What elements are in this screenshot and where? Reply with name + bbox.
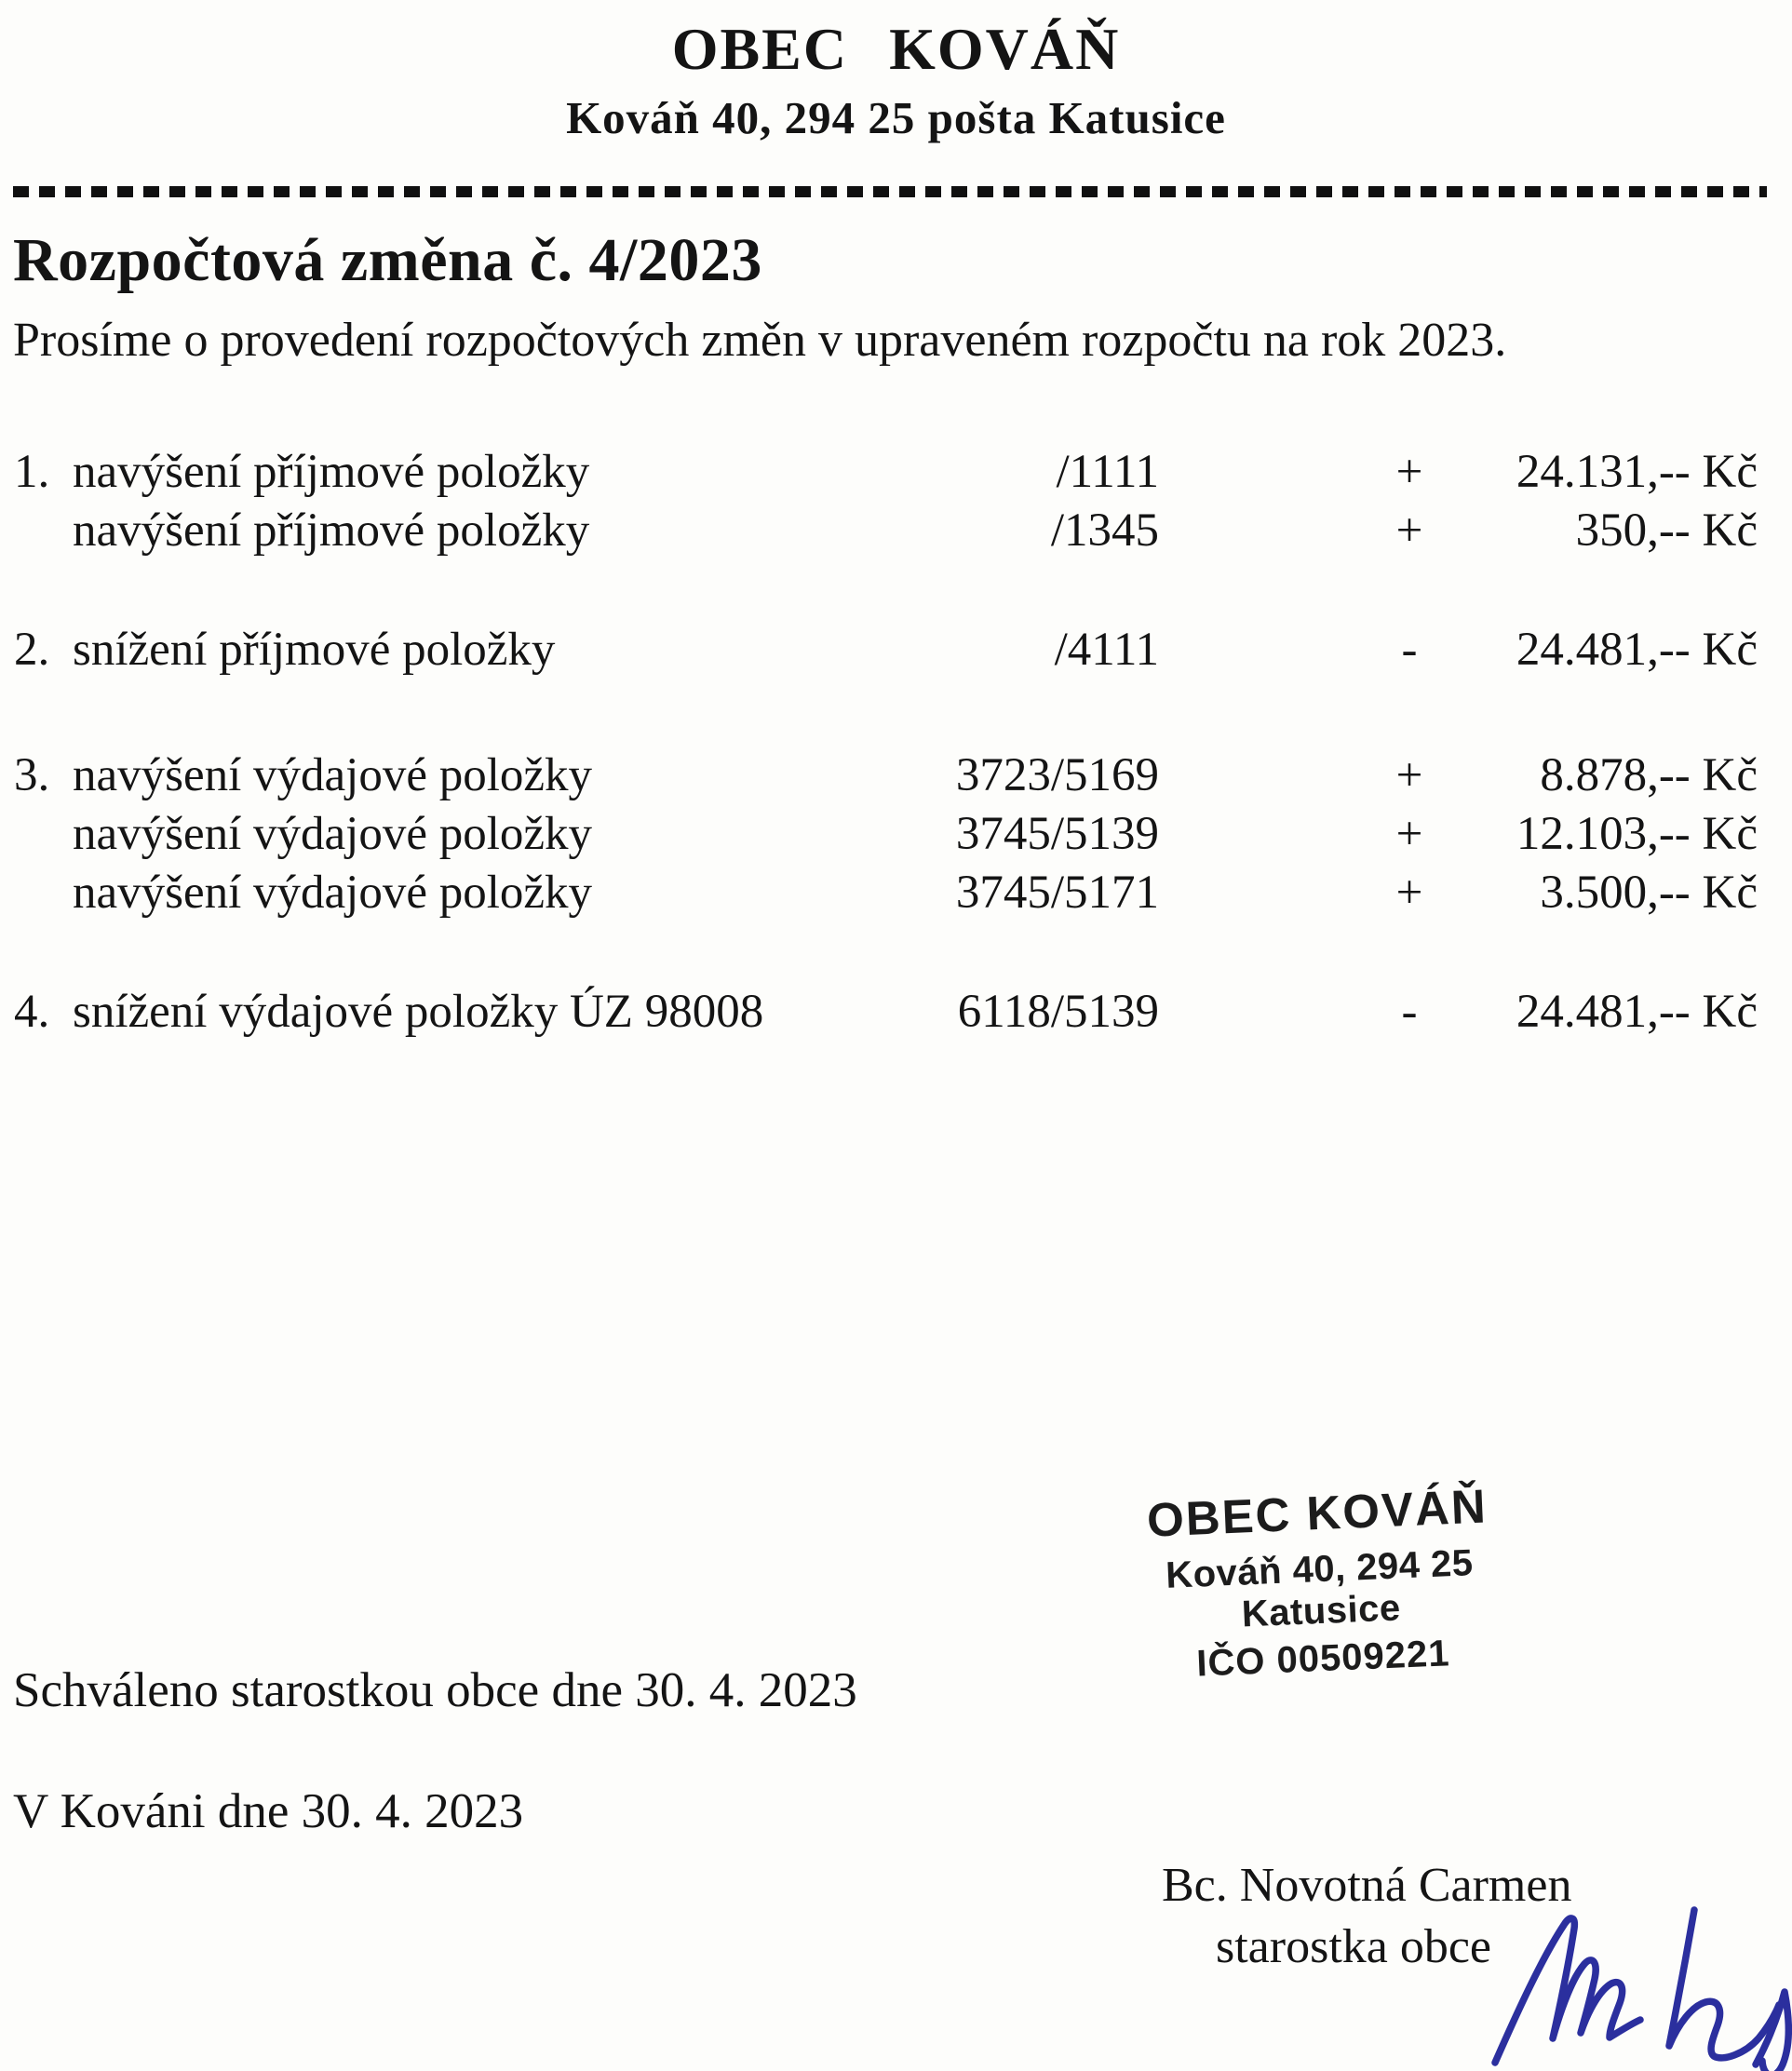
budget-item-row	[0, 445, 1792, 503]
item-label: navýšení výdajové položky	[73, 808, 593, 860]
item-amount: 350,-- Kč	[1575, 504, 1758, 557]
stamp-address: Kováň 40, 294 25 Katusice	[1165, 1542, 1475, 1635]
item-amount: 12.103,-- Kč	[1516, 808, 1758, 860]
item-amount: 3.500,-- Kč	[1540, 867, 1758, 919]
item-number: 2.	[14, 624, 50, 676]
stamp-ico-number: IČO 00509221	[1195, 1633, 1451, 1685]
budget-item-row	[0, 807, 1792, 865]
budget-item-row	[0, 985, 1792, 1042]
budget-item-row	[0, 623, 1792, 680]
org-address-line: Kováň 40, 294 25 pošta Katusice	[566, 92, 1226, 143]
approval-statement: Schváleno starostkou obce dne 30. 4. 2023	[13, 1663, 857, 1717]
item-code: /1345	[1050, 504, 1159, 557]
item-label: snížení příjmové položky	[73, 624, 556, 676]
item-amount: 24.481,-- Kč	[1516, 986, 1758, 1038]
item-code: /4111	[1054, 624, 1159, 676]
budget-item-row	[0, 866, 1792, 923]
dashed-divider	[13, 186, 1767, 197]
budget-item-row	[0, 748, 1792, 806]
budget-item-row	[0, 504, 1792, 561]
item-code: 3745/5171	[955, 867, 1159, 919]
item-sign: -	[1401, 624, 1418, 676]
document-title: Rozpočtová změna č. 4/2023	[13, 226, 762, 294]
item-amount: 24.481,-- Kč	[1516, 624, 1758, 676]
stamp-org-name: OBEC KOVÁŇ	[1145, 1479, 1489, 1547]
item-sign: -	[1401, 986, 1418, 1038]
signer-name: Bc. Novotná Carmen	[1162, 1859, 1572, 1912]
item-label: navýšení příjmové položky	[73, 504, 590, 557]
document-intro-text: Prosíme o provedení rozpočtových změn v upraveném rozpočtu na rok 2023.	[13, 314, 1507, 367]
item-code: /1111	[1056, 446, 1159, 498]
item-code: 3723/5169	[955, 749, 1159, 801]
item-sign: +	[1395, 749, 1423, 801]
item-label: snížení výdajové položky ÚZ 98008	[73, 986, 764, 1038]
org-name-heading: OBEC KOVÁŇ	[671, 16, 1121, 82]
item-code: 6118/5139	[957, 986, 1159, 1038]
item-sign: +	[1395, 867, 1423, 919]
item-label: navýšení výdajové položky	[73, 867, 593, 919]
item-amount: 24.131,-- Kč	[1516, 446, 1758, 498]
official-stamp	[1093, 1476, 1547, 1689]
signature-icon	[1478, 1904, 1792, 2071]
item-number: 1.	[14, 446, 50, 498]
item-code: 3745/5139	[955, 808, 1159, 860]
item-sign: +	[1395, 504, 1423, 557]
item-amount: 8.878,-- Kč	[1540, 749, 1758, 801]
item-number: 4.	[14, 986, 50, 1038]
signer-role: starostka obce	[1216, 1920, 1492, 1973]
item-sign: +	[1395, 446, 1423, 498]
place-and-date-line: V Kováni dne 30. 4. 2023	[13, 1784, 524, 1838]
item-label: navýšení příjmové položky	[73, 446, 590, 498]
item-number: 3.	[14, 749, 50, 801]
item-label: navýšení výdajové položky	[73, 749, 593, 801]
item-sign: +	[1395, 808, 1423, 860]
